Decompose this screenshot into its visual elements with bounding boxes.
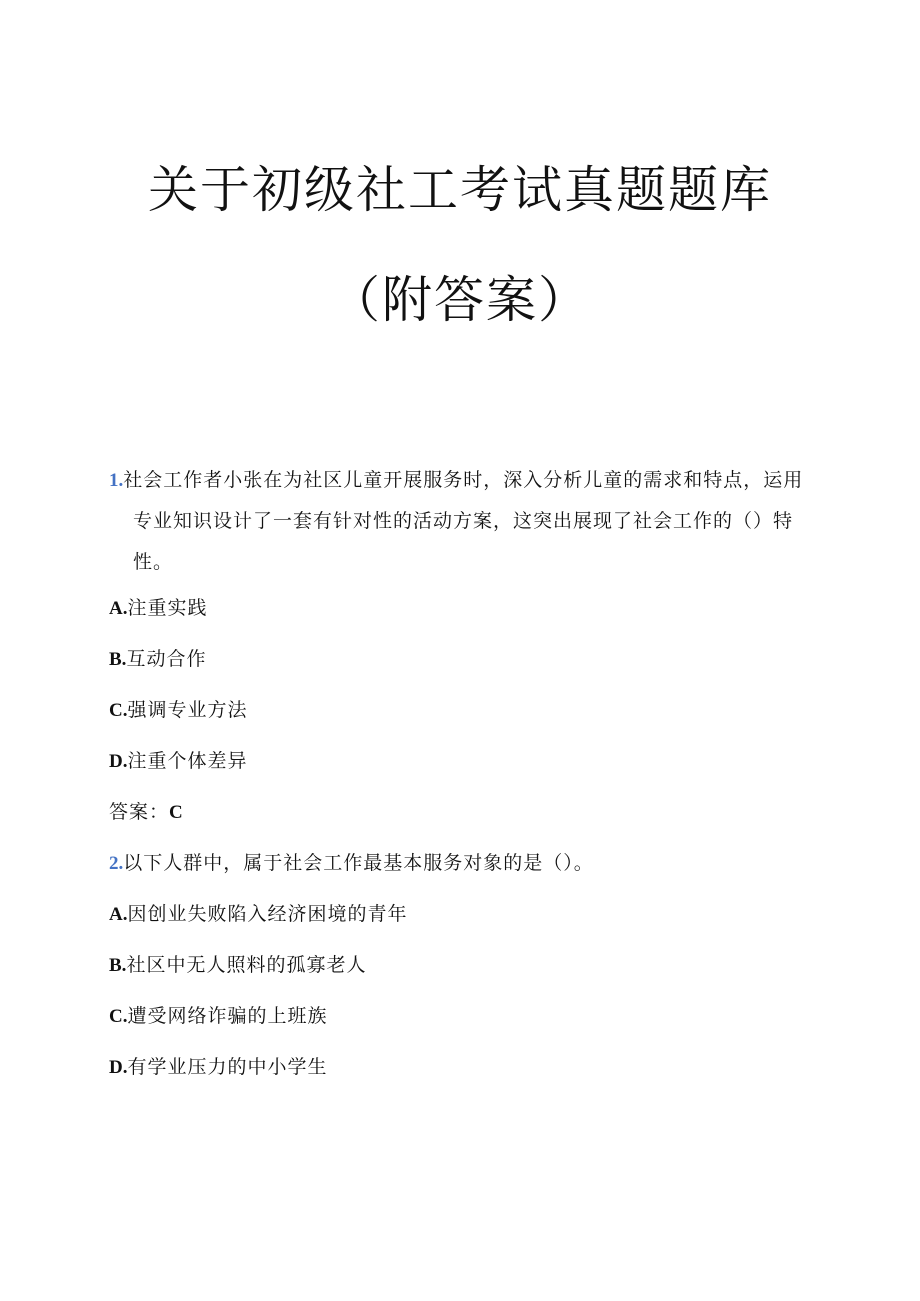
option-letter: D. xyxy=(109,1057,128,1078)
document-title-line1: 关于初级社工考试真题题库 xyxy=(148,161,772,219)
document-title-line2: （附答案） xyxy=(330,271,590,329)
question-1-stem xyxy=(109,460,809,583)
option-letter: C. xyxy=(109,700,128,721)
question-2-text: 以下人群中，属于社会工作最基本服务对象的是（）。 xyxy=(123,852,594,874)
option-letter: C. xyxy=(109,1006,128,1027)
question-1-option-a xyxy=(109,583,809,634)
question-list xyxy=(109,460,809,1093)
question-2-number: 2. xyxy=(109,853,124,874)
option-text: 注重实践 xyxy=(127,597,208,619)
question-1-text: 社会工作者小张在为社区儿童开展服务时，深入分析儿童的需求和特点，运用专业知识设计了一套有针对性的活动方案，这突出展现了社会工作的（）特性。 xyxy=(123,469,804,573)
question-2-option-a xyxy=(109,889,809,940)
question-1-option-b xyxy=(109,634,809,685)
question-2 xyxy=(109,838,809,1093)
question-1-option-c xyxy=(109,685,809,736)
answer-value: C xyxy=(169,802,184,823)
question-2-stem xyxy=(109,838,809,889)
question-1 xyxy=(109,460,809,838)
option-text: 强调专业方法 xyxy=(127,699,248,721)
question-2-option-c xyxy=(109,991,809,1042)
question-1-answer xyxy=(109,787,809,838)
answer-label: 答案： xyxy=(109,801,170,823)
option-text: 注重个体差异 xyxy=(127,750,248,772)
option-letter: D. xyxy=(109,751,128,772)
question-2-option-b xyxy=(109,940,809,991)
option-letter: A. xyxy=(109,904,128,925)
option-text: 遭受网络诈骗的上班族 xyxy=(127,1005,328,1027)
option-text: 互动合作 xyxy=(126,648,207,670)
question-1-number: 1. xyxy=(109,470,124,491)
option-letter: B. xyxy=(109,649,127,670)
option-text: 因创业失败陷入经济困境的青年 xyxy=(127,903,408,925)
question-2-option-d xyxy=(109,1042,809,1093)
option-text: 有学业压力的中小学生 xyxy=(127,1056,328,1078)
option-letter: B. xyxy=(109,955,127,976)
option-text: 社区中无人照料的孤寡老人 xyxy=(126,954,367,976)
option-letter: A. xyxy=(109,598,128,619)
question-1-option-d xyxy=(109,736,809,787)
